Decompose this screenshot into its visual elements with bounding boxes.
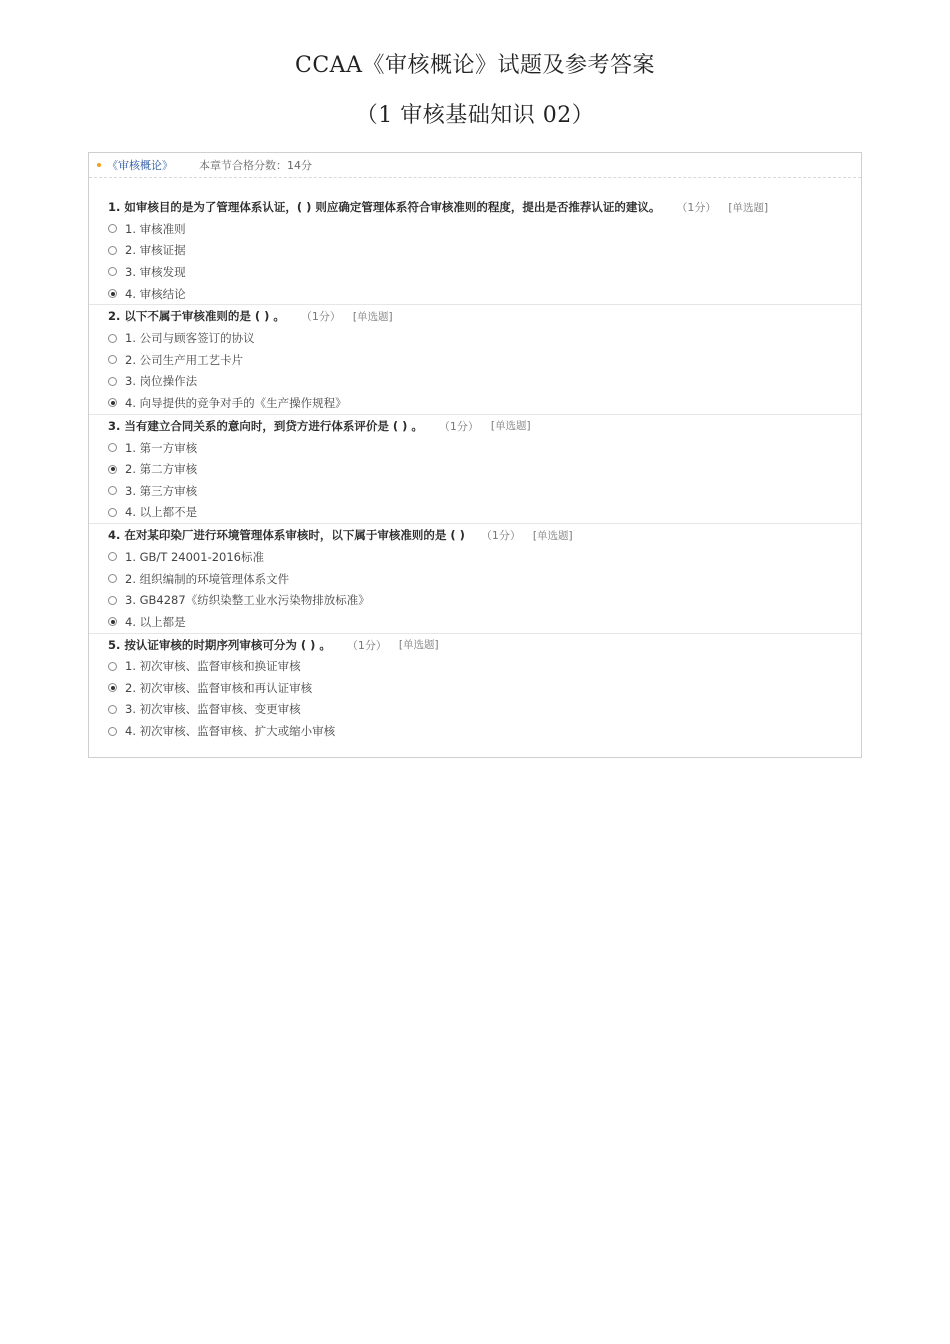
option-label: 3. 审核发现 [125,264,186,279]
option-label: 1. 第一方审核 [125,440,198,455]
option-label: 3. 初次审核、监督审核、变更审核 [125,702,301,717]
radio-unchecked-icon[interactable] [108,705,117,714]
radio-unchecked-icon[interactable] [108,443,117,452]
question-block [89,415,861,524]
question-type-tag: [单选题] [728,201,769,214]
answer-option[interactable] [108,611,861,633]
radio-checked-icon[interactable] [108,617,117,626]
radio-checked-icon[interactable] [108,289,117,298]
answer-option[interactable] [108,458,861,480]
radio-unchecked-icon[interactable] [108,508,117,517]
question-block [89,524,861,633]
option-label: 3. 第三方审核 [125,483,198,498]
option-label: 3. GB4287《纺织染整工业水污染物排放标准》 [125,593,370,608]
question-line [108,196,861,218]
question-line [108,524,861,546]
option-label: 4. 向导提供的竞争对手的《生产操作规程》 [125,395,347,410]
radio-checked-icon[interactable] [108,683,117,692]
answer-option[interactable] [108,392,861,414]
answer-option[interactable] [108,327,861,349]
answer-option[interactable] [108,218,861,240]
option-label: 4. 审核结论 [125,286,186,301]
answer-option[interactable] [108,502,861,524]
radio-unchecked-icon[interactable] [108,334,117,343]
radio-unchecked-icon[interactable] [108,267,117,276]
answer-option[interactable] [108,371,861,393]
bullet-icon [97,163,101,167]
question-type-tag: [单选题] [352,310,393,323]
question-type-tag: [单选题] [490,420,531,433]
radio-unchecked-icon[interactable] [108,224,117,233]
answer-option[interactable] [108,677,861,699]
question-text: 3. 当有建立合同关系的意向时，到贷方进行体系评价是 ( ) 。 [108,418,423,433]
answer-option[interactable] [108,546,861,568]
option-label: 2. 审核证据 [125,243,186,258]
quiz-panel [88,152,862,758]
option-label: 4. 以上都不是 [125,505,198,520]
question-score: （1分） [438,419,479,433]
question-score: （1分） [300,310,341,324]
option-label: 1. 公司与顾客签订的协议 [125,331,255,346]
document-subtitle: （1 审核基础知识 02） [355,103,595,128]
question-line [108,305,861,327]
question-block [89,178,861,305]
question-text: 5. 按认证审核的时期序列审核可分为 ( ) 。 [108,637,331,652]
radio-unchecked-icon[interactable] [108,486,117,495]
option-label: 4. 初次审核、监督审核、扩大或缩小审核 [125,724,336,739]
radio-unchecked-icon[interactable] [108,574,117,583]
radio-unchecked-icon[interactable] [108,662,117,671]
option-label: 4. 以上都是 [125,614,186,629]
answer-option[interactable] [108,699,861,721]
radio-unchecked-icon[interactable] [108,355,117,364]
answer-option[interactable] [108,480,861,502]
question-list [89,178,861,742]
radio-checked-icon[interactable] [108,465,117,474]
answer-option[interactable] [108,240,861,262]
option-label: 2. 公司生产用工艺卡片 [125,352,244,367]
question-line [108,634,861,656]
option-label: 2. 初次审核、监督审核和再认证审核 [125,680,313,695]
option-label: 3. 岗位操作法 [125,374,198,389]
panel-header [89,153,861,178]
question-line [108,415,861,437]
answer-option[interactable] [108,589,861,611]
question-block [89,305,861,414]
option-label: 1. 审核准则 [125,221,186,236]
option-label: 1. 初次审核、监督审核和换证审核 [125,659,301,674]
radio-unchecked-icon[interactable] [108,727,117,736]
question-text: 4. 在对某印染厂进行环境管理体系审核时，以下属于审核准则的是 ( ) [108,528,465,543]
question-text: 1. 如审核目的是为了管理体系认证，( ) 则应确定管理体系符合审核准则的程度，提出是否推荐认证的建议。 [108,200,661,214]
question-score: （1分） [346,638,387,652]
radio-unchecked-icon[interactable] [108,377,117,386]
answer-option[interactable] [108,720,861,742]
option-label: 1. GB/T 24001-2016标准 [125,549,264,564]
question-text: 2. 以下不属于审核准则的是 ( ) 。 [108,309,285,324]
radio-unchecked-icon[interactable] [108,552,117,561]
answer-option[interactable] [108,261,861,283]
radio-checked-icon[interactable] [108,398,117,407]
document-title: CCAA《审核概论》试题及参考答案 [295,53,655,78]
answer-option[interactable] [108,656,861,678]
radio-unchecked-icon[interactable] [108,246,117,255]
option-label: 2. 第二方审核 [125,462,198,477]
answer-option[interactable] [108,568,861,590]
answer-option[interactable] [108,437,861,459]
radio-unchecked-icon[interactable] [108,596,117,605]
option-label: 2. 组织编制的环境管理体系文件 [125,571,290,586]
question-score: （1分） [676,201,717,214]
question-block [89,634,861,742]
pass-score-label: 本章节合格分数：14分 [199,159,312,172]
question-type-tag: [单选题] [532,529,573,542]
answer-option[interactable] [108,349,861,371]
answer-option[interactable] [108,283,861,305]
question-score: （1分） [480,529,521,543]
book-title-link[interactable]: 《审核概论》 [107,159,173,172]
question-type-tag: [单选题] [398,639,439,651]
